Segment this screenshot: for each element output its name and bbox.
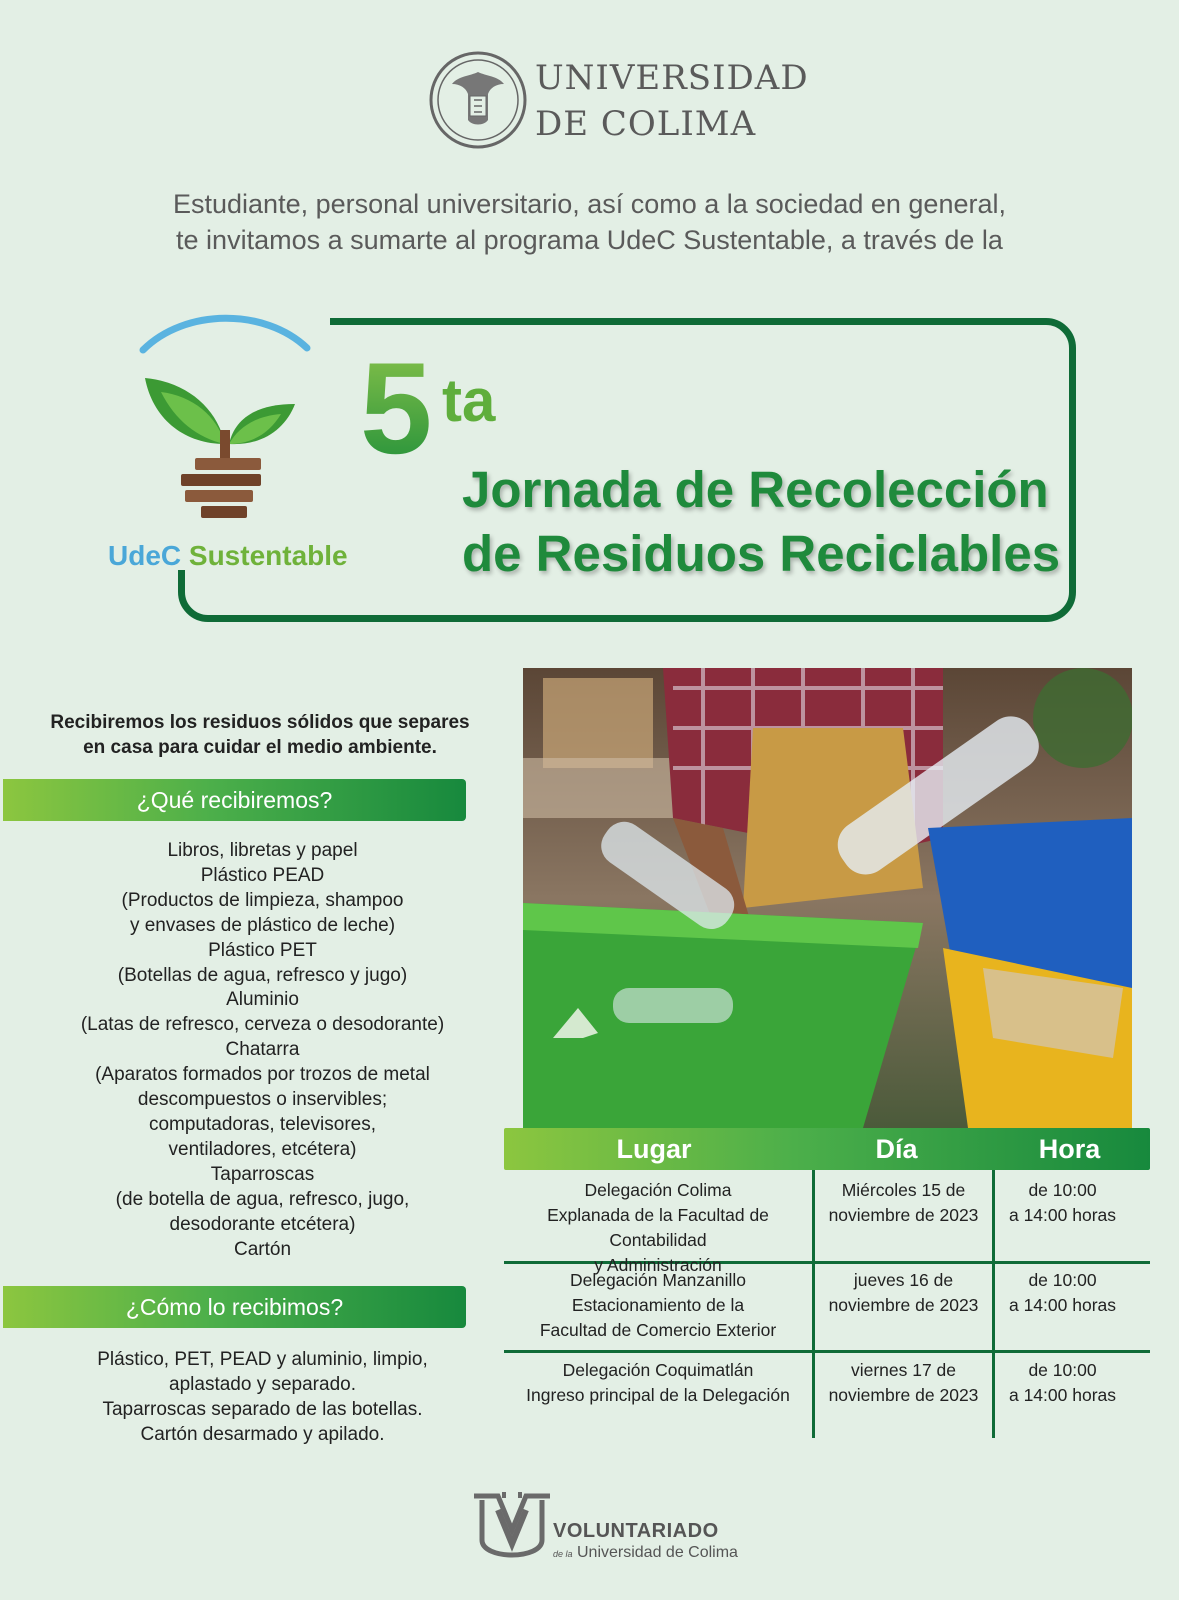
instruction-line: Cartón desarmado y apilado. (140, 1423, 385, 1445)
reception-intro-line2: en casa para cuidar el medio ambiente. (83, 737, 437, 758)
place-line: Explanada de la Facultad de Contabilidad (547, 1205, 769, 1250)
table-row-place (508, 1268, 808, 1343)
event-title-line1: Jornada de Recolección (462, 461, 1049, 518)
instruction-line: aplastado y separado. (169, 1373, 356, 1395)
what-we-receive-heading: ¿Qué recibiremos? (3, 779, 466, 821)
university-name (535, 55, 809, 147)
table-row-day (815, 1268, 992, 1318)
list-item: y envases de plástico de leche) (129, 914, 396, 936)
place-line: Delegación Manzanillo (569, 1270, 747, 1290)
voluntariado-name: VOLUNTARIADO (553, 1520, 719, 1542)
time-line: de 10:00 (1028, 1360, 1097, 1380)
day-line: noviembre de 2023 (828, 1295, 979, 1315)
list-item: Taparroscas (210, 1163, 315, 1185)
table-row-day (815, 1358, 992, 1408)
place-line: Estacionamiento de la (571, 1295, 745, 1315)
place-line: Facultad de Comercio Exterior (539, 1320, 777, 1340)
day-line: Miércoles 15 de (841, 1180, 966, 1200)
list-item: descompuestos o inservibles; (137, 1089, 388, 1111)
day-line: noviembre de 2023 (828, 1385, 979, 1405)
udec-sustentable-logo-icon (105, 312, 345, 542)
reception-intro (40, 710, 480, 760)
list-item: computadoras, televisores, (148, 1113, 377, 1135)
list-item: desodorante etcétera) (169, 1213, 356, 1235)
invitation-line1: Estudiante, personal universitario, así como a la sociedad en general, (173, 189, 1006, 219)
preparation-instructions (40, 1348, 485, 1448)
edition-suffix: ta (442, 367, 496, 434)
table-row-day (815, 1178, 992, 1228)
udec-label-part1: UdeC (108, 540, 182, 571)
table-row-time (995, 1178, 1130, 1228)
voluntariado-logo-icon (468, 1490, 556, 1562)
invitation-line2: te invitamos a sumarte al programa UdeC Sustentable, a través de la (176, 225, 1003, 255)
table-row-time (995, 1268, 1130, 1318)
university-name-line1: UNIVERSIDAD (535, 58, 809, 98)
list-item: Plástico PEAD (200, 864, 325, 886)
voluntariado-subtitle (553, 1544, 738, 1562)
place-line: Delegación Coquimatlán (562, 1360, 754, 1380)
place-line: y Administración (594, 1255, 722, 1275)
university-seal-icon (428, 50, 528, 150)
column-header-time: Hora (1038, 1134, 1101, 1164)
day-line: noviembre de 2023 (828, 1205, 979, 1225)
table-row-time (995, 1358, 1130, 1408)
accepted-items-list (40, 839, 485, 1262)
list-item: Cartón (233, 1238, 292, 1260)
instruction-line: Taparroscas separado de las botellas. (102, 1398, 423, 1420)
time-line: de 10:00 (1028, 1180, 1097, 1200)
list-item: Libros, libretas y papel (167, 840, 358, 861)
list-item: ventiladores, etcétera) (168, 1138, 357, 1160)
time-line: a 14:00 horas (1008, 1385, 1117, 1405)
event-title (462, 458, 1082, 586)
day-line: jueves 16 de (853, 1270, 954, 1290)
list-item: (Latas de refresco, cerveza o desodorante) (80, 1014, 445, 1036)
list-item: Aluminio (226, 989, 299, 1011)
udec-sustentable-label (108, 540, 348, 572)
schedule-header (504, 1128, 1150, 1170)
reception-intro-line1: Recibiremos los residuos sólidos que separes (50, 712, 470, 733)
column-header-place: Lugar (616, 1134, 692, 1164)
list-item: (de botella de agua, refresco, jugo, (115, 1188, 410, 1210)
invitation-text (60, 186, 1119, 258)
place-line: Delegación Colima (584, 1180, 732, 1200)
list-item: Plástico PET (208, 939, 317, 961)
time-line: a 14:00 horas (1008, 1205, 1117, 1225)
voluntariado-university: Universidad de Colima (576, 1544, 738, 1561)
list-item: (Aparatos formados por trozos de metal (95, 1064, 430, 1086)
time-line: a 14:00 horas (1008, 1295, 1117, 1315)
university-name-line2: DE COLIMA (535, 104, 757, 144)
column-header-day: Día (875, 1134, 918, 1164)
recycling-photo (523, 668, 1132, 1128)
instruction-line: Plástico, PET, PEAD y aluminio, limpio, (97, 1349, 428, 1370)
time-line: de 10:00 (1028, 1270, 1097, 1290)
row-divider (504, 1350, 1150, 1353)
place-line: Ingreso principal de la Delegación (526, 1385, 790, 1405)
edition-number: 5 (360, 335, 433, 481)
day-line: viernes 17 de (850, 1360, 957, 1380)
list-item: (Botellas de agua, refresco y jugo) (117, 964, 408, 986)
event-title-line2: de Residuos Reciclables (462, 525, 1061, 582)
table-row-place (508, 1358, 808, 1408)
udec-label-part2: Sustentable (188, 540, 348, 571)
table-row-place (508, 1178, 808, 1278)
how-we-receive-heading: ¿Cómo lo recibimos? (3, 1286, 466, 1328)
list-item: Chatarra (225, 1039, 300, 1061)
voluntariado-prefix: de la (553, 1549, 573, 1559)
list-item: (Productos de limpieza, shampoo (121, 889, 404, 911)
